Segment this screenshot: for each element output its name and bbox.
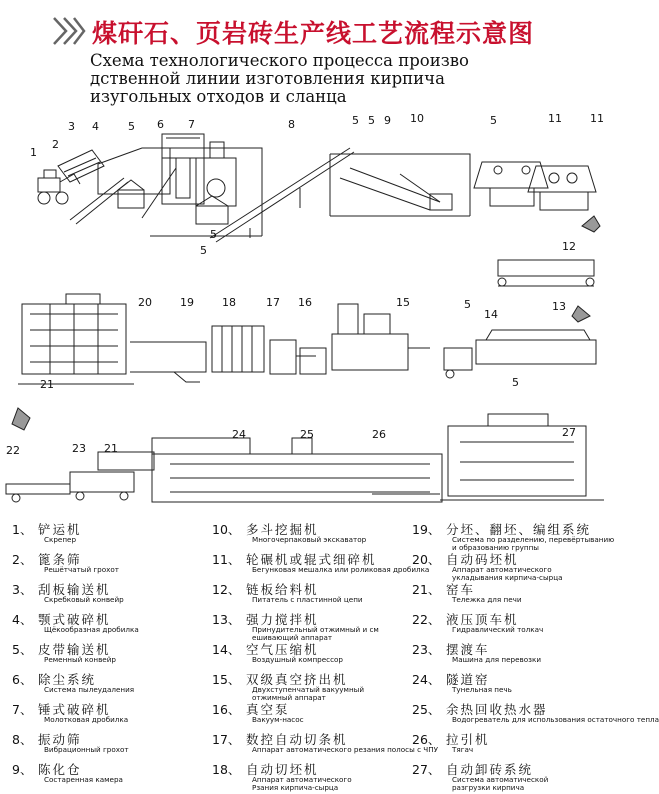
callout-3: 3 — [68, 120, 75, 133]
sorting-turning-system — [130, 342, 206, 382]
legend-label-cn: 空气压缩机 — [246, 642, 319, 657]
legend-label-ru: Воздушный компрессор — [252, 655, 343, 664]
legend-label-cn: 刮板输送机 — [38, 582, 111, 597]
auto-blank-cutter — [212, 326, 264, 372]
stacking-machine — [18, 294, 134, 384]
legend-number: 10、 — [212, 522, 241, 537]
legend-label-ru: Питатель с пластинной цепи — [252, 595, 363, 604]
callout-10: 10 — [410, 112, 424, 125]
vacuum-pump — [300, 348, 326, 374]
flow-arrow-down — [12, 408, 30, 430]
legend-label-ru: Ременный конвейр — [44, 655, 116, 664]
legend-label-ru: Машина для перевозки — [452, 655, 541, 664]
legend-label-cn: 强力搅拌机 — [246, 612, 319, 627]
legend-label-ru: Тележка для печи — [452, 595, 522, 604]
legend-label-cn: 陈化仓 — [38, 762, 82, 777]
callout-27: 27 — [562, 426, 576, 439]
legend-label-cn: 真空泵 — [246, 702, 290, 717]
multi-bucket-excavator — [400, 174, 452, 210]
legend-label-cn: 拉引机 — [446, 732, 490, 747]
callout-25: 25 — [300, 428, 314, 441]
callout-5: 5 — [368, 114, 375, 127]
vacuum-extruder — [332, 304, 430, 370]
legend-number: 3、 — [12, 582, 33, 597]
legend-number: 27、 — [412, 762, 441, 777]
legend-label-cn: 自动码坯机 — [446, 552, 519, 567]
grate-screen — [58, 150, 104, 182]
legend-label-ru: Аппарат автоматического Рзания кирпича-сырца — [252, 775, 352, 792]
double-chevron-icon — [52, 14, 86, 48]
legend-label-cn: 锤式破碎机 — [38, 702, 111, 717]
legend — [0, 520, 659, 792]
cnc-strip-cutter — [270, 340, 316, 374]
legend-label-ru: Бегунковая мешалка или роликовая дробилка — [252, 565, 430, 574]
scraper-conveyor — [70, 178, 128, 224]
legend-label-ru: Многочерпаковый экскаватор — [252, 535, 367, 544]
callout-14: 14 — [484, 308, 498, 321]
belt-conveyor — [142, 168, 176, 218]
vibrating-screen — [196, 196, 228, 224]
legend-number: 11、 — [212, 552, 241, 567]
legend-number: 1、 — [12, 522, 33, 537]
callout-5: 5 — [464, 298, 471, 311]
legend-number: 15、 — [212, 672, 241, 687]
legend-label-cn: 数控自动切条机 — [246, 732, 348, 747]
legend-number: 4、 — [12, 612, 33, 627]
forced-mixer — [476, 330, 596, 364]
legend-number: 8、 — [12, 732, 33, 747]
legend-number: 24、 — [412, 672, 441, 687]
legend-number: 21、 — [412, 582, 441, 597]
callout-15: 15 — [396, 296, 410, 309]
flow-arrow-left-down — [572, 306, 590, 322]
callout-23: 23 — [72, 442, 86, 455]
callout-6: 6 — [157, 118, 164, 131]
legend-label-ru: Щёкообразная дробилка — [44, 625, 139, 634]
callout-5: 5 — [352, 114, 359, 127]
hammer-crusher — [196, 142, 236, 206]
legend-label-cn: 轮碾机或辊式细碎机 — [246, 552, 377, 567]
legend-label-cn: 振动筛 — [38, 732, 82, 747]
callout-19: 19 — [180, 296, 194, 309]
callout-21: 21 — [40, 378, 54, 391]
callout-11: 11 — [548, 112, 562, 125]
callout-18: 18 — [222, 296, 236, 309]
ferry-car — [70, 472, 134, 500]
legend-number: 12、 — [212, 582, 241, 597]
legend-label-cn: 窑车 — [446, 582, 476, 597]
legend-number: 17、 — [212, 732, 241, 747]
callout-11: 11 — [590, 112, 604, 125]
legend-label-cn: 链板给料机 — [246, 582, 319, 597]
legend-label-cn: 余热回收热水器 — [446, 702, 548, 717]
legend-label-cn: 除尘系统 — [38, 672, 97, 687]
primary-shed — [98, 148, 170, 194]
legend-label-ru: Тунельная печь — [452, 685, 512, 694]
legend-label-cn: 隧道窑 — [446, 672, 490, 687]
legend-label-cn: 双级真空挤出机 — [246, 672, 348, 687]
callout-1: 1 — [30, 146, 37, 159]
title-russian-line-1: Схема технологического процесса произво — [90, 51, 469, 70]
legend-label-ru: Скрепер — [44, 535, 77, 544]
legend-label-cn: 皮带输送机 — [38, 642, 111, 657]
legend-label-ru: Вибрационный грохот — [44, 745, 129, 754]
callout-17: 17 — [266, 296, 280, 309]
title-russian-line-2: дственной линии изготовления кирпича — [90, 69, 445, 88]
title-chinese: 煤矸石、页岩砖生产线工艺流程示意图 — [92, 19, 535, 48]
legend-label-ru: Двухступенчатый вакуумный отжимный аппарат — [252, 685, 364, 702]
legend-label-cn: 自动卸砖系统 — [446, 762, 534, 777]
callout-22: 22 — [6, 444, 20, 457]
legend-label-ru: Система по разделению, перевёртыванию и образованию группы — [452, 535, 615, 552]
legend-label-ru: Аппарат автоматического резания полосы с ЧПУ — [252, 745, 439, 754]
legend-number: 20、 — [412, 552, 441, 567]
legend-number: 25、 — [412, 702, 441, 717]
chain-plate-feeder — [498, 260, 594, 286]
legend-number: 16、 — [212, 702, 241, 717]
legend-number: 23、 — [412, 642, 441, 657]
legend-label-cn: 铲运机 — [38, 522, 82, 537]
legend-label-ru: Система пылеудаления — [44, 685, 135, 694]
callout-20: 20 — [138, 296, 152, 309]
legend-label-cn: 自动切坯机 — [246, 762, 319, 777]
legend-label-cn: 液压顶车机 — [446, 612, 519, 627]
legend-number: 5、 — [12, 642, 33, 657]
callout-2: 2 — [52, 138, 59, 151]
flow-arrow-right-down — [582, 216, 600, 232]
legend-label-cn: 摆渡车 — [446, 642, 490, 657]
callout-26: 26 — [372, 428, 386, 441]
legend-label-cn: 篦条筛 — [38, 552, 82, 567]
legend-number: 7、 — [12, 702, 33, 717]
callout-9: 9 — [384, 114, 391, 127]
callout-12: 12 — [562, 240, 576, 253]
callout-5: 5 — [128, 120, 135, 133]
legend-label-ru: Вакуум-насос — [252, 715, 304, 724]
legend-label-ru: Гидравлический толкач — [452, 625, 544, 634]
aging-silo-building — [330, 154, 470, 216]
callout-5: 5 — [210, 228, 217, 241]
hydraulic-pusher — [6, 484, 70, 502]
callout-21: 21 — [104, 442, 118, 455]
legend-number: 13、 — [212, 612, 241, 627]
legend-label-ru: Молотковая дробилка — [44, 715, 129, 724]
auto-unloading-system — [440, 414, 604, 500]
legend-label-cn: 分坯、翻坯、编组系统 — [446, 522, 592, 537]
legend-number: 6、 — [12, 672, 33, 687]
legend-label-ru: Система автоматической разгрузки кирпича — [452, 775, 549, 792]
callout-5: 5 — [512, 376, 519, 389]
legend-label-ru: Решётчатый грохот — [44, 565, 119, 574]
tunnel-kiln — [152, 438, 442, 502]
scraper-loader — [38, 170, 80, 204]
long-incline-conveyor — [210, 148, 354, 242]
air-compressor — [444, 348, 472, 378]
legend-label-ru: Водогреватель для использования остаточного тепла — [452, 715, 659, 724]
legend-number: 19、 — [412, 522, 441, 537]
callout-7: 7 — [188, 118, 195, 131]
legend-number: 9、 — [12, 762, 33, 777]
legend-number: 18、 — [212, 762, 241, 777]
callout-4: 4 — [92, 120, 99, 133]
legend-label-ru: Скребковый конвейр — [44, 595, 124, 604]
legend-label-cn: 多斗挖掘机 — [246, 522, 319, 537]
callout-24: 24 — [232, 428, 246, 441]
callout-5: 5 — [200, 244, 207, 257]
legend-label-ru: Принудительный отжимный и см ешивающий аппарат — [252, 625, 379, 642]
legend-label-cn: 颚式破碎机 — [38, 612, 111, 627]
callout-8: 8 — [288, 118, 295, 131]
legend-label-ru: Аппарат автоматического укладывания кирпича-сырца — [452, 565, 563, 582]
process-flow-diagram — [0, 108, 610, 518]
legend-label-ru: Состаренная камера — [44, 775, 123, 784]
legend-number: 14、 — [212, 642, 241, 657]
edge-runner-mill-1 — [474, 162, 548, 206]
callout-16: 16 — [298, 296, 312, 309]
legend-number: 26、 — [412, 732, 441, 747]
callout-5: 5 — [490, 114, 497, 127]
legend-number: 22、 — [412, 612, 441, 627]
legend-number: 2、 — [12, 552, 33, 567]
callout-13: 13 — [552, 300, 566, 313]
title-russian-line-3: изугольных отходов и сланца — [90, 87, 347, 106]
legend-label-ru: Тягач — [452, 745, 474, 754]
